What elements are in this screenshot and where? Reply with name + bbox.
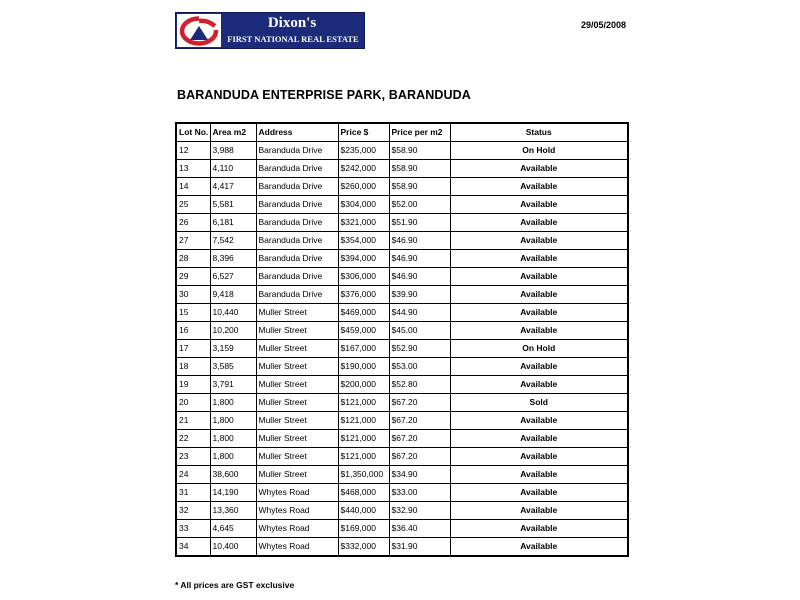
cell-lot-no: 22 xyxy=(176,430,210,448)
cell-status: Available xyxy=(450,502,628,520)
cell-status: Available xyxy=(450,160,628,178)
cell-price: $468,000 xyxy=(338,484,389,502)
cell-status: Available xyxy=(450,358,628,376)
cell-price-per-m2: $39.90 xyxy=(389,286,450,304)
cell-area: 10,400 xyxy=(210,538,256,557)
cell-address: Muller Street xyxy=(256,466,338,484)
cell-lot-no: 13 xyxy=(176,160,210,178)
cell-status: Available xyxy=(450,322,628,340)
logo-name: Dixon's xyxy=(267,15,317,31)
cell-area: 10,200 xyxy=(210,322,256,340)
cell-price-per-m2: $52.00 xyxy=(389,196,450,214)
header-price-per-m2: Price per m2 xyxy=(389,123,450,142)
cell-status: Available xyxy=(450,484,628,502)
header-area: Area m2 xyxy=(210,123,256,142)
cell-price-per-m2: $53.00 xyxy=(389,358,450,376)
cell-price: $169,000 xyxy=(338,520,389,538)
cell-area: 4,110 xyxy=(210,160,256,178)
cell-status: On Hold xyxy=(450,142,628,160)
cell-status: Available xyxy=(450,214,628,232)
cell-price-per-m2: $34.90 xyxy=(389,466,450,484)
cell-lot-no: 34 xyxy=(176,538,210,557)
logo-emblem-icon xyxy=(177,14,221,47)
table-row xyxy=(176,502,628,520)
cell-price-per-m2: $44.90 xyxy=(389,304,450,322)
cell-status: Available xyxy=(450,376,628,394)
table-row xyxy=(176,430,628,448)
cell-address: Whytes Road xyxy=(256,538,338,557)
table-row xyxy=(176,358,628,376)
cell-price: $260,000 xyxy=(338,178,389,196)
cell-price: $394,000 xyxy=(338,250,389,268)
cell-price: $121,000 xyxy=(338,448,389,466)
table-row xyxy=(176,538,628,557)
cell-area: 6,527 xyxy=(210,268,256,286)
cell-address: Muller Street xyxy=(256,322,338,340)
cell-price-per-m2: $58.90 xyxy=(389,178,450,196)
cell-price-per-m2: $67.20 xyxy=(389,430,450,448)
cell-area: 4,645 xyxy=(210,520,256,538)
cell-price: $304,000 xyxy=(338,196,389,214)
cell-address: Baranduda Drive xyxy=(256,250,338,268)
cell-status: Available xyxy=(450,232,628,250)
cell-price-per-m2: $46.90 xyxy=(389,250,450,268)
table-row xyxy=(176,448,628,466)
cell-address: Muller Street xyxy=(256,376,338,394)
cell-status: Available xyxy=(450,412,628,430)
cell-lot-no: 25 xyxy=(176,196,210,214)
cell-lot-no: 18 xyxy=(176,358,210,376)
cell-price: $235,000 xyxy=(338,142,389,160)
cell-area: 1,800 xyxy=(210,412,256,430)
cell-lot-no: 33 xyxy=(176,520,210,538)
cell-address: Muller Street xyxy=(256,394,338,412)
cell-price-per-m2: $33.00 xyxy=(389,484,450,502)
cell-lot-no: 23 xyxy=(176,448,210,466)
table-row xyxy=(176,340,628,358)
cell-lot-no: 31 xyxy=(176,484,210,502)
cell-price-per-m2: $52.80 xyxy=(389,376,450,394)
cell-status: Available xyxy=(450,538,628,557)
cell-lot-no: 15 xyxy=(176,304,210,322)
footnote: * All prices are GST exclusive xyxy=(175,580,295,590)
cell-area: 1,800 xyxy=(210,430,256,448)
header-price: Price $ xyxy=(338,123,389,142)
cell-area: 3,585 xyxy=(210,358,256,376)
table-row xyxy=(176,160,628,178)
cell-area: 14,190 xyxy=(210,484,256,502)
cell-address: Muller Street xyxy=(256,412,338,430)
cell-price-per-m2: $45.00 xyxy=(389,322,450,340)
cell-address: Muller Street xyxy=(256,448,338,466)
cell-price-per-m2: $46.90 xyxy=(389,268,450,286)
cell-area: 13,360 xyxy=(210,502,256,520)
cell-price: $376,000 xyxy=(338,286,389,304)
cell-lot-no: 19 xyxy=(176,376,210,394)
cell-price-per-m2: $46.90 xyxy=(389,232,450,250)
cell-status: Available xyxy=(450,466,628,484)
cell-price-per-m2: $31.90 xyxy=(389,538,450,557)
table-row xyxy=(176,214,628,232)
cell-price-per-m2: $36.40 xyxy=(389,520,450,538)
cell-status: Available xyxy=(450,268,628,286)
table-row xyxy=(176,178,628,196)
cell-lot-no: 30 xyxy=(176,286,210,304)
table-row xyxy=(176,142,628,160)
cell-address: Baranduda Drive xyxy=(256,142,338,160)
cell-status: Available xyxy=(450,448,628,466)
cell-price: $332,000 xyxy=(338,538,389,557)
cell-area: 3,791 xyxy=(210,376,256,394)
header-address: Address xyxy=(256,123,338,142)
document-date: 29/05/2008 xyxy=(580,20,626,30)
cell-price: $242,000 xyxy=(338,160,389,178)
cell-address: Muller Street xyxy=(256,358,338,376)
table-row xyxy=(176,250,628,268)
cell-lot-no: 21 xyxy=(176,412,210,430)
cell-lot-no: 20 xyxy=(176,394,210,412)
cell-status: Available xyxy=(450,304,628,322)
cell-lot-no: 14 xyxy=(176,178,210,196)
cell-status: Available xyxy=(450,430,628,448)
cell-address: Muller Street xyxy=(256,430,338,448)
table-row xyxy=(176,322,628,340)
cell-lot-no: 12 xyxy=(176,142,210,160)
cell-lot-no: 27 xyxy=(176,232,210,250)
cell-area: 3,159 xyxy=(210,340,256,358)
cell-lot-no: 26 xyxy=(176,214,210,232)
cell-price: $121,000 xyxy=(338,394,389,412)
cell-price: $459,000 xyxy=(338,322,389,340)
cell-address: Whytes Road xyxy=(256,520,338,538)
cell-address: Muller Street xyxy=(256,304,338,322)
document-title: BARANDUDA ENTERPRISE PARK, BARANDUDA xyxy=(177,88,471,102)
table-row xyxy=(176,484,628,502)
table-row xyxy=(176,196,628,214)
cell-area: 5,581 xyxy=(210,196,256,214)
cell-area: 1,800 xyxy=(210,448,256,466)
cell-price: $121,000 xyxy=(338,430,389,448)
cell-status: Available xyxy=(450,178,628,196)
cell-price: $321,000 xyxy=(338,214,389,232)
cell-price: $354,000 xyxy=(338,232,389,250)
cell-price: $469,000 xyxy=(338,304,389,322)
cell-address: Baranduda Drive xyxy=(256,232,338,250)
table-header-row xyxy=(176,123,628,142)
cell-status: Available xyxy=(450,250,628,268)
cell-price: $200,000 xyxy=(338,376,389,394)
cell-address: Baranduda Drive xyxy=(256,214,338,232)
table-row xyxy=(176,232,628,250)
cell-area: 8,396 xyxy=(210,250,256,268)
cell-address: Baranduda Drive xyxy=(256,178,338,196)
table-row xyxy=(176,376,628,394)
cell-status: Available xyxy=(450,520,628,538)
table-row xyxy=(176,268,628,286)
cell-price-per-m2: $67.20 xyxy=(389,448,450,466)
cell-price-per-m2: $32.90 xyxy=(389,502,450,520)
cell-price-per-m2: $58.90 xyxy=(389,160,450,178)
cell-address: Baranduda Drive xyxy=(256,286,338,304)
cell-lot-no: 24 xyxy=(176,466,210,484)
table-body xyxy=(176,142,628,557)
cell-price: $121,000 xyxy=(338,412,389,430)
cell-status: Available xyxy=(450,196,628,214)
table-row xyxy=(176,286,628,304)
cell-price: $167,000 xyxy=(338,340,389,358)
cell-price-per-m2: $52.90 xyxy=(389,340,450,358)
cell-price: $306,000 xyxy=(338,268,389,286)
cell-price: $1,350,000 xyxy=(338,466,389,484)
cell-address: Whytes Road xyxy=(256,484,338,502)
cell-area: 7,542 xyxy=(210,232,256,250)
cell-lot-no: 17 xyxy=(176,340,210,358)
cell-price-per-m2: $67.20 xyxy=(389,412,450,430)
cell-status: Available xyxy=(450,286,628,304)
cell-price-per-m2: $58.90 xyxy=(389,142,450,160)
table-row xyxy=(176,520,628,538)
cell-area: 4,417 xyxy=(210,178,256,196)
lot-listing-table xyxy=(175,122,629,557)
cell-lot-no: 29 xyxy=(176,268,210,286)
table-row xyxy=(176,394,628,412)
cell-area: 38,600 xyxy=(210,466,256,484)
cell-status: On Hold xyxy=(450,340,628,358)
cell-address: Baranduda Drive xyxy=(256,268,338,286)
cell-area: 3,988 xyxy=(210,142,256,160)
cell-price-per-m2: $51.90 xyxy=(389,214,450,232)
header-status: Status xyxy=(450,123,628,142)
table-row xyxy=(176,304,628,322)
cell-address: Whytes Road xyxy=(256,502,338,520)
logo-subtitle: FIRST NATIONAL REAL ESTATE xyxy=(227,34,359,44)
cell-price-per-m2: $67.20 xyxy=(389,394,450,412)
cell-address: Muller Street xyxy=(256,340,338,358)
company-logo xyxy=(175,12,365,49)
cell-area: 9,418 xyxy=(210,286,256,304)
cell-address: Baranduda Drive xyxy=(256,160,338,178)
cell-lot-no: 28 xyxy=(176,250,210,268)
cell-area: 10,440 xyxy=(210,304,256,322)
header-lot-no: Lot No. xyxy=(176,123,210,142)
cell-price: $440,000 xyxy=(338,502,389,520)
cell-price: $190,000 xyxy=(338,358,389,376)
table-row xyxy=(176,466,628,484)
cell-lot-no: 16 xyxy=(176,322,210,340)
cell-status: Sold xyxy=(450,394,628,412)
cell-area: 6,181 xyxy=(210,214,256,232)
cell-area: 1,800 xyxy=(210,394,256,412)
cell-lot-no: 32 xyxy=(176,502,210,520)
table-row xyxy=(176,412,628,430)
cell-address: Baranduda Drive xyxy=(256,196,338,214)
